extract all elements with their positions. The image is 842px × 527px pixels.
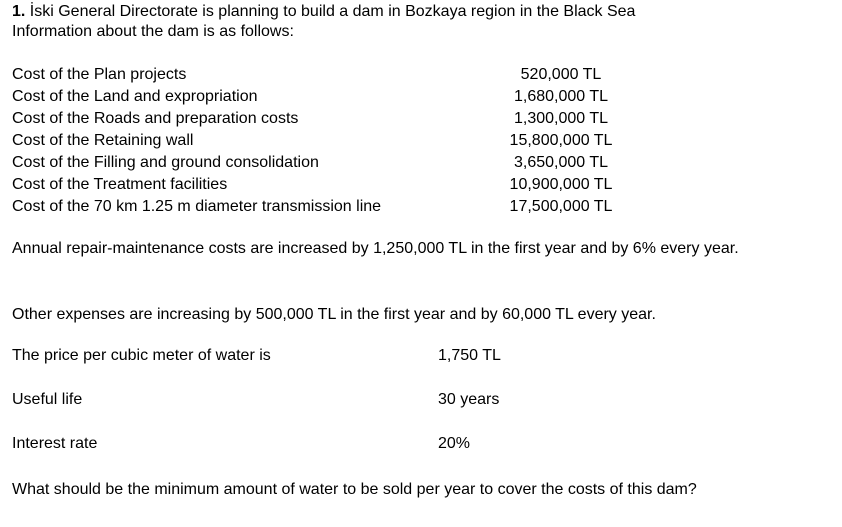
- interest-rate-value: 20%: [438, 435, 471, 452]
- intro-line-1: [12, 2, 832, 22]
- useful-life-value: 30 years: [438, 391, 500, 408]
- cost-row: [12, 196, 652, 218]
- question-paragraph: What should be the minimum amount of water to be sold per year to cover the costs of this dam?: [12, 481, 697, 498]
- problem-intro: [12, 2, 832, 42]
- maintenance-paragraph: Annual repair-maintenance costs are increased by 1,250,000 TL in the first year and by 6% every year.: [12, 240, 739, 257]
- interest-rate-label: Interest rate: [12, 435, 98, 452]
- other-expenses-paragraph: Other expenses are increasing by 500,000 TL in the first year and by 60,000 TL every year.: [12, 306, 656, 323]
- cost-row: [12, 108, 652, 130]
- cost-row: [12, 174, 652, 196]
- intro-line-2: Information about the dam is as follows:: [12, 23, 294, 40]
- cost-value: 1,300,000 TL: [513, 110, 608, 127]
- cost-label: Cost of the 70 km 1.25 m diameter transmission line: [12, 198, 382, 215]
- cost-label: Cost of the Plan projects: [12, 66, 187, 83]
- cost-row: [12, 152, 652, 174]
- cost-label: Cost of the Land and expropriation: [12, 88, 258, 105]
- useful-life-row: [12, 391, 832, 413]
- intro-text-1: İski General Directorate is planning to build a dam in Bozkaya region in the Black Sea: [25, 3, 636, 20]
- cost-label: Cost of the Roads and preparation costs: [12, 110, 299, 127]
- cost-row: [12, 64, 652, 86]
- cost-value: 520,000 TL: [520, 66, 602, 83]
- cost-label: Cost of the Retaining wall: [12, 132, 194, 149]
- cost-value: 10,900,000 TL: [509, 176, 613, 193]
- cost-row: [12, 130, 652, 152]
- cost-value: 3,650,000 TL: [513, 154, 608, 171]
- water-price-value: 1,750 TL: [438, 347, 501, 364]
- cost-label: Cost of the Treatment facilities: [12, 176, 228, 193]
- water-price-label: The price per cubic meter of water is: [12, 347, 271, 364]
- cost-row: [12, 86, 652, 108]
- water-price-row: [12, 347, 832, 369]
- interest-rate-row: [12, 435, 832, 457]
- cost-label: Cost of the Filling and ground consolidation: [12, 154, 319, 171]
- cost-value: 17,500,000 TL: [509, 198, 613, 215]
- useful-life-label: Useful life: [12, 391, 83, 408]
- cost-value: 1,680,000 TL: [513, 88, 608, 105]
- cost-value: 15,800,000 TL: [509, 132, 613, 149]
- cost-list: [12, 64, 652, 218]
- problem-number: 1.: [12, 3, 26, 20]
